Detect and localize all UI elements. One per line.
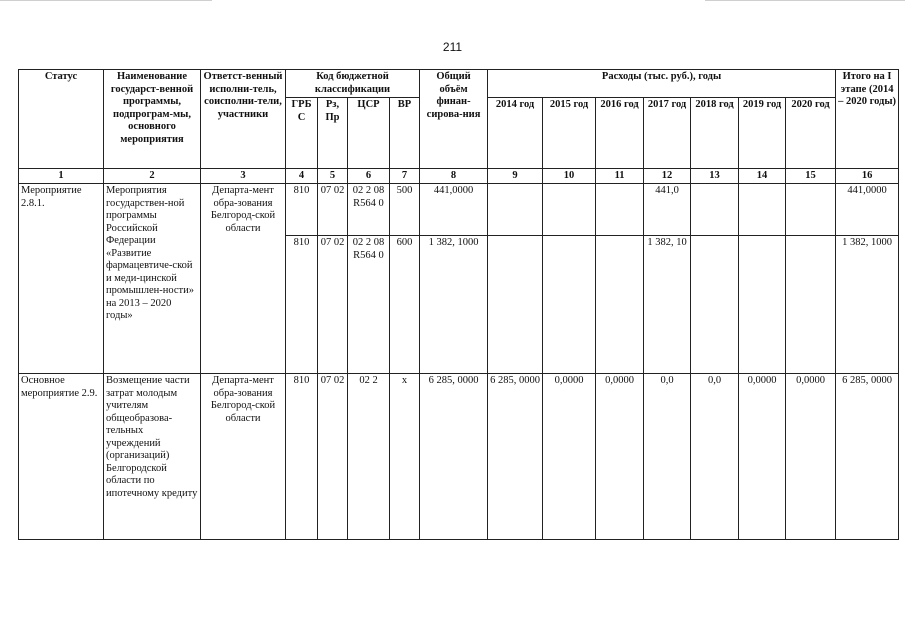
cell-2017: 0,0: [644, 374, 691, 540]
cell-stage-total: 441,0000: [836, 184, 899, 236]
header-year-2015: 2015 год: [543, 98, 596, 169]
cell-vr: 500: [390, 184, 420, 236]
column-number: 4: [286, 169, 318, 184]
cell-2015: [543, 184, 596, 236]
header-year-2018: 2018 год: [691, 98, 739, 169]
cell-csr: 02 2: [348, 374, 390, 540]
column-number: 1: [19, 169, 104, 184]
cell-2019: 0,0000: [739, 374, 786, 540]
cell-vr: 600: [390, 236, 420, 374]
cell-rzpr: 07 02: [318, 236, 348, 374]
cell-2014: 6 285, 0000: [488, 374, 543, 540]
cell-total: 1 382, 1000: [420, 236, 488, 374]
cell-rzpr: 07 02: [318, 374, 348, 540]
column-number: 14: [739, 169, 786, 184]
top-edge-line: [0, 0, 212, 1]
row-responsible: Департа-мент обра-зования Белгород-ской области: [201, 374, 286, 540]
cell-grbs: 810: [286, 236, 318, 374]
header-year-2017: 2017 год: [644, 98, 691, 169]
header-program-name: Наименование государст-венной программы, подпрограм-мы, основного мероприятия: [104, 70, 201, 169]
cell-2016: 0,0000: [596, 374, 644, 540]
cell-csr: 02 2 08 R564 0: [348, 236, 390, 374]
column-number: 13: [691, 169, 739, 184]
header-expenses: Расходы (тыс. руб.), годы: [488, 70, 836, 98]
column-number: 16: [836, 169, 899, 184]
row-program-name: Мероприятия государствен-ной программы Российской Федерации «Развитие фармацевтиче-ской и меди-цинской промышлен-ности» на 2013 – 2020 годы»: [104, 184, 201, 374]
top-edge-line: [705, 0, 905, 1]
budget-table: [18, 69, 899, 540]
cell-stage-total: 6 285, 0000: [836, 374, 899, 540]
header-csr: ЦСР: [348, 98, 390, 169]
cell-2018: [691, 184, 739, 236]
cell-2015: 0,0000: [543, 374, 596, 540]
column-number: 10: [543, 169, 596, 184]
header-grbs: ГРБ С: [286, 98, 318, 169]
cell-grbs: 810: [286, 184, 318, 236]
header-year-2016: 2016 год: [596, 98, 644, 169]
cell-stage-total: 1 382, 1000: [836, 236, 899, 374]
column-number: 2: [104, 169, 201, 184]
cell-2014: [488, 236, 543, 374]
table-row: [19, 184, 899, 236]
cell-2016: [596, 184, 644, 236]
page-number: 211: [442, 40, 463, 54]
header-rzpr: Рз, Пр: [318, 98, 348, 169]
cell-2014: [488, 184, 543, 236]
column-number: 8: [420, 169, 488, 184]
cell-2020: [786, 184, 836, 236]
row-program-name: Возмещение части затрат молодым учителям общеобразова-тельных учреждений (организаций) Белгородской области по ипотечному кредиту: [104, 374, 201, 540]
row-responsible: Департа-мент обра-зования Белгород-ской области: [201, 184, 286, 374]
column-number: 15: [786, 169, 836, 184]
column-number: 5: [318, 169, 348, 184]
column-number: 6: [348, 169, 390, 184]
cell-csr: 02 2 08 R564 0: [348, 184, 390, 236]
cell-2019: [739, 184, 786, 236]
cell-2020: 0,0000: [786, 374, 836, 540]
column-number: 9: [488, 169, 543, 184]
header-status: Статус: [19, 70, 104, 169]
header-stage-total: Итого на I этапе (2014 – 2020 годы): [836, 70, 899, 169]
header-year-2014: 2014 год: [488, 98, 543, 169]
header-vr: ВР: [390, 98, 420, 169]
column-number: 12: [644, 169, 691, 184]
row-status: Мероприятие 2.8.1.: [19, 184, 104, 374]
column-number: 7: [390, 169, 420, 184]
cell-2019: [739, 236, 786, 374]
column-number: 3: [201, 169, 286, 184]
header-year-2019: 2019 год: [739, 98, 786, 169]
cell-rzpr: 07 02: [318, 184, 348, 236]
header-year-2020: 2020 год: [786, 98, 836, 169]
cell-grbs: 810: [286, 374, 318, 540]
cell-2016: [596, 236, 644, 374]
column-number: 11: [596, 169, 644, 184]
header-responsible: Ответст-венный исполни-тель, соисполни-тели, участники: [201, 70, 286, 169]
header-total-financing: Общий объём финан-сирова-ния: [420, 70, 488, 169]
cell-2018: [691, 236, 739, 374]
cell-2015: [543, 236, 596, 374]
header-budget-code: Код бюджетной классификации: [286, 70, 420, 98]
cell-2018: 0,0: [691, 374, 739, 540]
cell-2017: 1 382, 10: [644, 236, 691, 374]
header-row: [19, 70, 899, 98]
cell-2017: 441,0: [644, 184, 691, 236]
table-row: [19, 374, 899, 540]
cell-total: 441,0000: [420, 184, 488, 236]
cell-total: 6 285, 0000: [420, 374, 488, 540]
cell-2020: [786, 236, 836, 374]
column-number-row: [19, 169, 899, 184]
row-status: Основное мероприятие 2.9.: [19, 374, 104, 540]
cell-vr: х: [390, 374, 420, 540]
